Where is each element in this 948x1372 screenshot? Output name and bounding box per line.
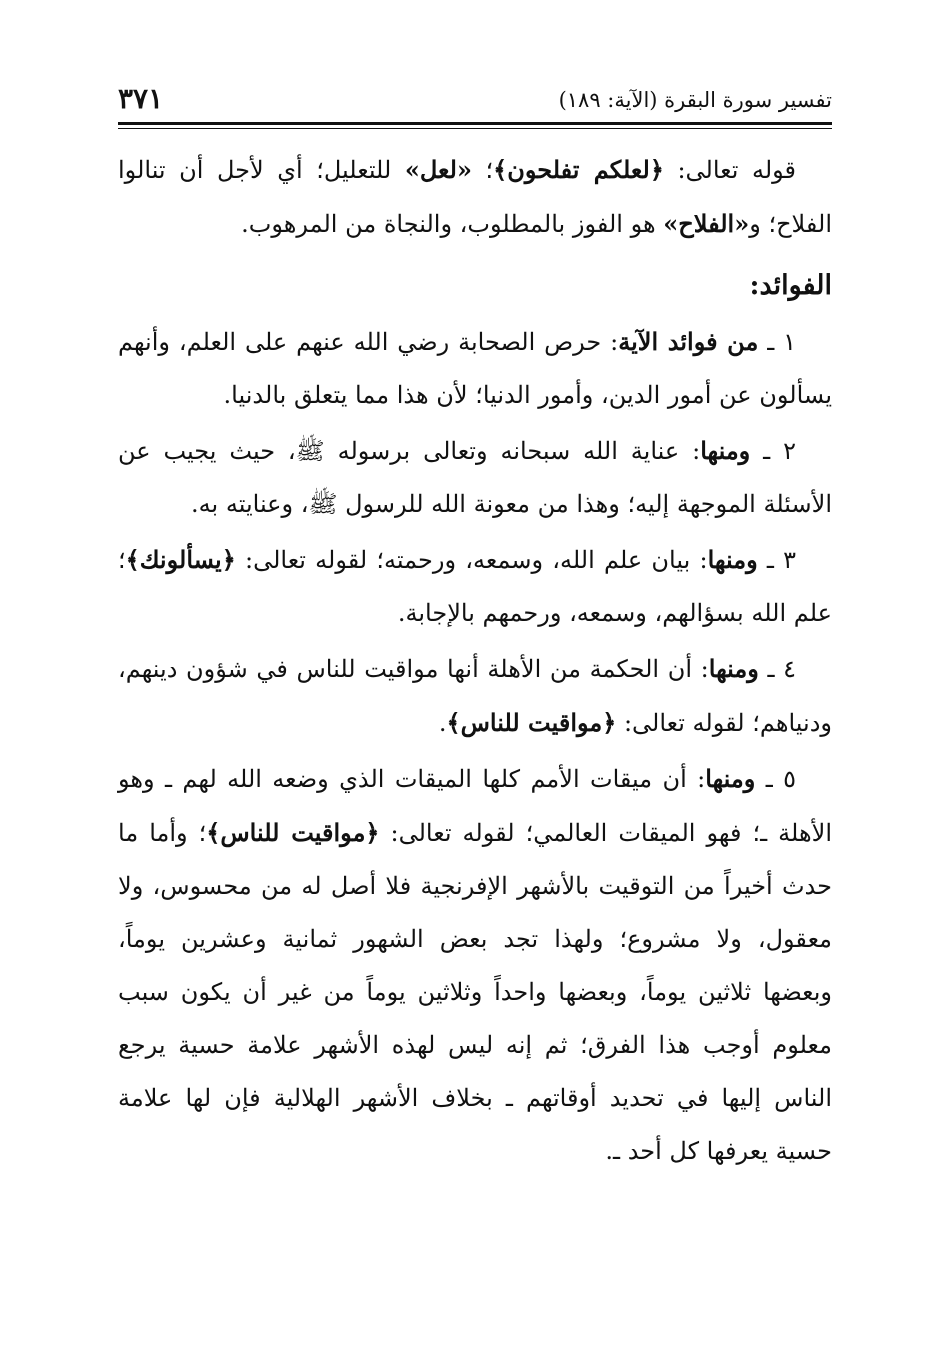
item-number: ٤ ـ xyxy=(758,655,796,683)
item-lead: ومنها xyxy=(707,545,758,574)
item-text-2: ؛ علم الله بسؤالهم، وسمعه، ورحمهم بالإجابة. xyxy=(118,546,832,627)
item-text: : أن ميقات الأمم كلها الميقات الذي وضعه الله لهم ـ وهو الأهلة ـ؛ فهو الميقات العالمي؛ لقوله تعالى: xyxy=(118,765,832,847)
page-number: ٣٧١ xyxy=(118,82,164,115)
header-rule-thick xyxy=(118,122,832,125)
benefit-item-2 xyxy=(118,424,832,531)
item-text: : حرص الصحابة رضي الله عنهم على العلم، وأنهم يسألون عن أمور الدين، وأمور الدنيا؛ لأن هذا مما يتعلق بالدنيا. xyxy=(118,328,832,409)
item-lead: ومنها xyxy=(708,654,759,683)
intro-text-2: ؛ xyxy=(471,156,494,184)
item-lead: من فوائد الآية xyxy=(618,327,759,356)
quran-quote: ﴿يسألونك﴾ xyxy=(125,545,236,574)
benefit-item-5 xyxy=(118,752,832,1178)
item-text: : بيان علم الله، وسمعه، ورحمته؛ لقوله تعالى: xyxy=(235,546,708,574)
item-text-2: ؛ وأما ما حدث أخيراً من التوقيت بالأشهر الإفرنجية فلا أصل له من محسوس، ولا معقول، ولا مشروع؛ ولهذا تجد بعض الشهور ثمانية وعشرين يوماً، وبعضها ثلاثين يوماً، وبعضها واحداً وثلاثين يوماً من غير أن يكون سبب معلوم أوجب هذا الفرق؛ ثم إنه ليس لهذه الأشهر علامة حسية يرجع الناس إليها في تحديد أوقاتهم ـ بخلاف الأشهر الهلالية فإن لها علامة حسية يعرفها كل أحد ـ. xyxy=(118,819,832,1165)
header-rule-thin xyxy=(118,128,832,129)
term-falah: «الفلاح» xyxy=(663,209,750,238)
item-lead: ومنها xyxy=(700,436,751,465)
benefit-item-3 xyxy=(118,533,832,640)
item-lead: ومنها xyxy=(705,764,756,793)
quran-quote: ﴿مواقيت للناس﴾ xyxy=(206,818,380,847)
benefits-heading: الفوائد: xyxy=(749,270,832,301)
page-body xyxy=(118,143,832,1178)
item-number: ٣ ـ xyxy=(757,546,796,574)
page-header xyxy=(118,82,832,120)
item-text: : أن الحكمة من الأهلة أنها مواقيت للناس في شؤون دينهم، ودنياهم؛ لقوله تعالى: xyxy=(118,655,832,737)
benefit-item-1 xyxy=(118,315,832,422)
intro-text-3: للتعليل؛ أي لأجل أن تنالوا الفلاح؛ و xyxy=(118,156,832,238)
running-title: تفسير سورة البقرة (الآية: ١٨٩) xyxy=(558,88,832,112)
item-text: : عناية الله سبحانه وتعالى برسوله ﷺ، حيث يجيب عن الأسئلة الموجهة إليه؛ وهذا من معونة الله للرسول ﷺ، وعنايته به. xyxy=(118,437,832,518)
item-number: ٥ ـ xyxy=(755,765,797,793)
item-number: ٢ ـ xyxy=(750,437,796,465)
quran-quote: ﴿لعلكم تفلحون﴾ xyxy=(493,155,664,184)
intro-paragraph xyxy=(118,143,832,251)
quran-quote: ﴿مواقيت للناس﴾ xyxy=(446,708,617,737)
term-la3alla: «لعل» xyxy=(404,155,472,184)
item-text-2: . xyxy=(438,709,447,737)
intro-text-4: هو الفوز بالمطلوب، والنجاة من المرهوب. xyxy=(241,210,664,238)
item-number: ١ ـ xyxy=(758,328,797,356)
benefit-item-4 xyxy=(118,642,832,750)
intro-text-1: قوله تعالى: xyxy=(663,156,797,184)
book-page xyxy=(118,82,832,1180)
